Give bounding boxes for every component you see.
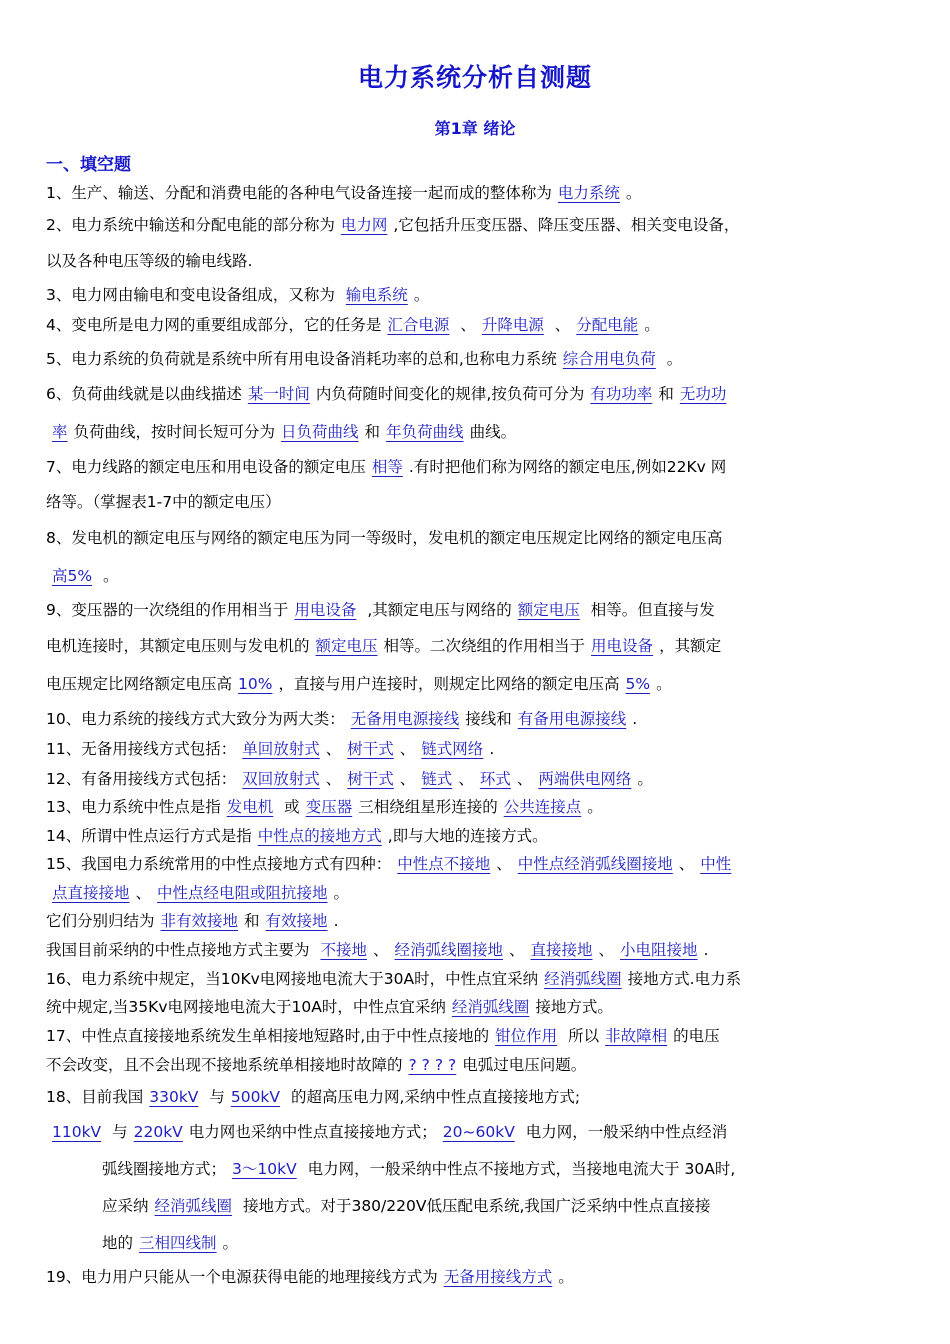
question-line bbox=[46, 214, 739, 236]
answer-blank: 两端供电网络 bbox=[538, 770, 632, 788]
answer-blank: 率 bbox=[52, 423, 68, 441]
question-text: 、 bbox=[458, 770, 474, 788]
question-text: . bbox=[632, 710, 638, 728]
question-text: 电力网，一般采纳中性点不接地方式，当接地电流大于 30A时, bbox=[302, 1160, 736, 1178]
question-text: 或 bbox=[279, 798, 300, 816]
answer-blank: 无功功 bbox=[679, 385, 727, 403]
question-text: 的电压 bbox=[673, 1027, 720, 1045]
question-text: 、 bbox=[135, 884, 152, 902]
answer-blank: 220kV bbox=[133, 1123, 183, 1141]
question-line bbox=[102, 1195, 710, 1217]
answer-blank: 树干式 bbox=[347, 740, 394, 758]
answer-blank: 树干式 bbox=[347, 770, 394, 788]
question-line bbox=[46, 314, 660, 336]
answer-blank: 经消弧线圈 bbox=[154, 1197, 233, 1215]
question-text: 、 bbox=[399, 740, 416, 758]
answer-blank: 中性点经消弧线圈接地 bbox=[517, 855, 673, 873]
question-text: 。 bbox=[637, 770, 653, 788]
question-line bbox=[46, 635, 721, 657]
document-title: 电力系统分析自测题 bbox=[357, 63, 592, 92]
answer-blank: 综合用电负荷 bbox=[562, 350, 656, 368]
question-text: 10、电力系统的接线方式大致分为两大类： bbox=[46, 710, 345, 728]
answer-blank: 中性点不接地 bbox=[397, 855, 491, 873]
answer-blank: 中性点经电阻或阻抗接地 bbox=[157, 884, 328, 902]
question-text: 它们分别归结为 bbox=[46, 912, 155, 930]
answer-blank: 有效接地 bbox=[265, 912, 328, 930]
question-text: 、 bbox=[496, 855, 512, 873]
question-text: 接地方式。对于380/220V低压配电系统,我国广泛采纳中性点直接接 bbox=[238, 1197, 711, 1215]
answer-blank: 电力系统 bbox=[557, 184, 620, 202]
answer-blank: 小电阻接地 bbox=[620, 941, 698, 959]
section-heading: 一、填空题 bbox=[46, 155, 131, 175]
question-line bbox=[46, 882, 349, 904]
answer-blank: 双回放射式 bbox=[242, 770, 320, 788]
question-line bbox=[46, 1266, 574, 1288]
answer-blank: 无备用电源接线 bbox=[350, 710, 460, 728]
question-line bbox=[46, 853, 737, 875]
question-line bbox=[46, 996, 613, 1018]
question-line bbox=[46, 708, 637, 730]
answer-blank: 中性点的接地方式 bbox=[257, 827, 382, 845]
question-text: 所以 bbox=[563, 1027, 600, 1045]
question-text: ,其额定电压与网络的 bbox=[362, 601, 512, 619]
answer-blank: 用电设备 bbox=[294, 601, 357, 619]
question-line bbox=[46, 456, 726, 478]
question-line bbox=[46, 527, 722, 549]
answer-blank: 无备用接线方式 bbox=[443, 1268, 553, 1286]
question-line bbox=[102, 1232, 238, 1254]
question-text: ，其额定 bbox=[659, 637, 722, 655]
answer-blank: 3～10kV bbox=[232, 1160, 297, 1178]
answer-blank: 发电机 bbox=[226, 798, 274, 816]
answer-blank: 环式 bbox=[479, 770, 511, 788]
question-text: 。 bbox=[661, 350, 683, 368]
question-line bbox=[46, 673, 672, 695]
question-text: 。 bbox=[98, 567, 119, 585]
question-text: 曲线。 bbox=[469, 423, 517, 441]
question-text: 12、有备用接线方式包括： bbox=[46, 770, 237, 788]
question-text: 1、生产、输送、分配和消费电能的各种电气设备连接一起而成的整体称为 bbox=[46, 184, 552, 202]
question-text: 电机连接时，其额定电压则与发电机的 bbox=[46, 637, 310, 655]
answer-blank: 10% bbox=[238, 675, 273, 693]
question-text: ,它包括升压变压器、降压变压器、相关变电设备， bbox=[393, 216, 740, 234]
question-text: .有时把他们称为网络的额定电压,例如22Kv 网 bbox=[408, 458, 727, 476]
answer-blank: 330kV bbox=[149, 1088, 199, 1106]
answer-blank: 公共连接点 bbox=[503, 798, 582, 816]
answer-blank: 汇合电源 bbox=[387, 316, 450, 334]
question-text: 的超高压电力网,采纳中性点直接接地方式; bbox=[286, 1088, 581, 1106]
question-text: 15、我国电力系统常用的中性点接地方式有四种： bbox=[46, 855, 392, 873]
question-text: . bbox=[333, 912, 339, 930]
question-line bbox=[46, 250, 252, 272]
question-text: 与 bbox=[204, 1088, 225, 1106]
question-text: 3、电力网由输电和变电设备组成，又称为 bbox=[46, 286, 340, 304]
question-line bbox=[46, 383, 732, 405]
question-text: 三相绕组星形连接的 bbox=[358, 798, 498, 816]
answer-blank: 输电系统 bbox=[345, 286, 408, 304]
question-text: 。 bbox=[587, 798, 603, 816]
answer-blank: 高5% bbox=[52, 567, 93, 585]
question-line bbox=[46, 768, 653, 790]
question-text: 。 bbox=[558, 1268, 574, 1286]
answer-blank: 单回放射式 bbox=[242, 740, 320, 758]
question-text: 、 bbox=[399, 770, 416, 788]
question-line bbox=[46, 1086, 580, 1108]
question-text: 以及各种电压等级的输电线路. bbox=[46, 252, 253, 270]
question-line bbox=[46, 348, 682, 370]
answer-blank: 额定电压 bbox=[315, 637, 378, 655]
question-text: 电力网也采纳中性点直接接地方式； bbox=[188, 1123, 437, 1141]
question-text: 8、发电机的额定电压与网络的额定电压为同一等级时，发电机的额定电压规定比网络的额定电压高 bbox=[46, 529, 723, 547]
answer-blank: 升降电源 bbox=[481, 316, 544, 334]
question-text: 接地方式.电力系 bbox=[627, 970, 742, 988]
question-text: 2、电力系统中输送和分配电能的部分称为 bbox=[46, 216, 335, 234]
question-text: 、 bbox=[455, 316, 476, 334]
question-text: 不会改变，且不会出现不接地系统单相接地时故障的 bbox=[46, 1056, 403, 1074]
question-text: 4、变电所是电力网的重要组成部分，它的任务是 bbox=[46, 316, 382, 334]
question-line bbox=[46, 968, 741, 990]
answer-blank: 5% bbox=[625, 675, 651, 693]
answer-blank: 直接接地 bbox=[530, 941, 593, 959]
question-line bbox=[46, 491, 281, 513]
answer-blank: 中性 bbox=[700, 855, 732, 873]
question-line bbox=[46, 939, 708, 961]
answer-blank: 年负荷曲线 bbox=[386, 423, 464, 441]
question-text: 。 bbox=[644, 316, 660, 334]
question-text: 19、电力用户只能从一个电源获得电能的地理接线方式为 bbox=[46, 1268, 438, 1286]
question-line bbox=[46, 284, 429, 306]
answer-blank: 经消弧线圈 bbox=[544, 970, 622, 988]
answer-blank: 非故障相 bbox=[605, 1027, 668, 1045]
answer-blank: ? ? ? ? bbox=[408, 1056, 457, 1074]
question-line bbox=[46, 738, 494, 760]
question-line bbox=[46, 1025, 720, 1047]
question-line bbox=[46, 1121, 727, 1143]
answer-blank: 500kV bbox=[230, 1088, 281, 1106]
question-text: 相等。但直接与发 bbox=[585, 601, 715, 619]
answer-blank: 点直接接地 bbox=[52, 884, 130, 902]
question-text: . bbox=[703, 941, 709, 959]
answer-blank: 电力网 bbox=[340, 216, 388, 234]
question-text: 相等。二次绕组的作用相当于 bbox=[383, 637, 586, 655]
question-text: 9、变压器的一次绕组的作用相当于 bbox=[46, 601, 289, 619]
answer-blank: 额定电压 bbox=[517, 601, 580, 619]
question-text: 、 bbox=[516, 770, 533, 788]
question-text: 接地方式。 bbox=[535, 998, 613, 1016]
question-text: . bbox=[489, 740, 495, 758]
question-text: 统中规定,当35Kv电网接地电流大于10A时，中性点宜采纳 bbox=[46, 998, 446, 1016]
question-line bbox=[46, 421, 516, 443]
question-text: 16、电力系统中规定，当10Kv电网接地电流大于30A时，中性点宜采纳 bbox=[46, 970, 539, 988]
answer-blank: 20~60kV bbox=[442, 1123, 515, 1141]
question-text: 接线和 bbox=[465, 710, 512, 728]
question-text: 。 bbox=[656, 675, 672, 693]
answer-blank: 不接地 bbox=[320, 941, 367, 959]
question-text: 。 bbox=[222, 1234, 239, 1252]
question-text: 。 bbox=[333, 884, 350, 902]
question-text: 、 bbox=[508, 941, 525, 959]
answer-blank: 钳位作用 bbox=[495, 1027, 558, 1045]
question-text: 负荷曲线，按时间长短可分为 bbox=[73, 423, 276, 441]
answer-blank: 分配电能 bbox=[576, 316, 639, 334]
question-line bbox=[102, 1158, 735, 1180]
question-text: 弧线圈接地方式； bbox=[102, 1160, 227, 1178]
answer-blank: 日负荷曲线 bbox=[281, 423, 359, 441]
question-text: 与 bbox=[107, 1123, 128, 1141]
question-text: 、 bbox=[372, 941, 389, 959]
answer-blank: 某一时间 bbox=[247, 385, 310, 403]
question-line bbox=[46, 796, 603, 818]
question-text: 13、电力系统中性点是指 bbox=[46, 798, 221, 816]
question-text: 、 bbox=[325, 740, 342, 758]
question-text: 、 bbox=[549, 316, 571, 334]
question-text: 内负荷随时间变化的规律,按负荷可分为 bbox=[315, 385, 585, 403]
question-text: 、 bbox=[678, 855, 695, 873]
answer-blank: 三相四线制 bbox=[139, 1234, 217, 1252]
question-text: 应采纳 bbox=[102, 1197, 149, 1215]
question-text: 电压规定比网络额定电压高 bbox=[46, 675, 233, 693]
question-text: 5、电力系统的负荷就是系统中所有用电设备消耗功率的总和,也称电力系统 bbox=[46, 350, 557, 368]
question-line bbox=[46, 1054, 586, 1076]
question-text: ,即与大地的连接方式。 bbox=[387, 827, 548, 845]
question-text: 和 bbox=[364, 423, 381, 441]
question-text: 11、无备用接线方式包括： bbox=[46, 740, 237, 758]
answer-blank: 变压器 bbox=[305, 798, 353, 816]
answer-blank: 经消弧线圈接地 bbox=[394, 941, 503, 959]
question-text: 电弧过电压问题。 bbox=[462, 1056, 587, 1074]
question-text: 。 bbox=[625, 184, 642, 202]
answer-blank: 经消弧线圈 bbox=[451, 998, 530, 1016]
question-text: 18、目前我国 bbox=[46, 1088, 144, 1106]
question-text: 17、中性点直接接地系统发生单相接地短路时,由于中性点接地的 bbox=[46, 1027, 490, 1045]
answer-blank: 非有效接地 bbox=[160, 912, 239, 930]
question-line bbox=[46, 910, 339, 932]
answer-blank: 链式网络 bbox=[421, 740, 484, 758]
question-text: 和 bbox=[658, 385, 674, 403]
question-text: 地的 bbox=[102, 1234, 134, 1252]
question-text: 电力网，一般采纳中性点经消 bbox=[520, 1123, 728, 1141]
answer-blank: 相等 bbox=[371, 458, 403, 476]
question-text: 、 bbox=[598, 941, 615, 959]
chapter-heading: 第1章 绪论 bbox=[434, 119, 516, 138]
question-line bbox=[46, 565, 119, 587]
answer-blank: 用电设备 bbox=[591, 637, 654, 655]
question-text: 7、电力线路的额定电压和用电设备的额定电压 bbox=[46, 458, 366, 476]
question-text: ，直接与用户连接时，则规定比网络的额定电压高 bbox=[278, 675, 620, 693]
answer-blank: 有功功率 bbox=[590, 385, 653, 403]
answer-blank: 110kV bbox=[52, 1123, 102, 1141]
question-text: 14、所谓中性点运行方式是指 bbox=[46, 827, 252, 845]
question-text: 我国目前采纳的中性点接地方式主要为 bbox=[46, 941, 315, 959]
question-line bbox=[46, 599, 715, 621]
question-line bbox=[46, 825, 548, 847]
answer-blank: 有备用电源接线 bbox=[517, 710, 627, 728]
question-line bbox=[46, 182, 641, 204]
question-text: 6、负荷曲线就是以曲线描述 bbox=[46, 385, 242, 403]
question-text: 。 bbox=[413, 286, 430, 304]
answer-blank: 链式 bbox=[421, 770, 453, 788]
question-text: 和 bbox=[244, 912, 260, 930]
question-text: 络等。（掌握表1-7中的额定电压） bbox=[46, 493, 281, 511]
question-text: 、 bbox=[325, 770, 342, 788]
